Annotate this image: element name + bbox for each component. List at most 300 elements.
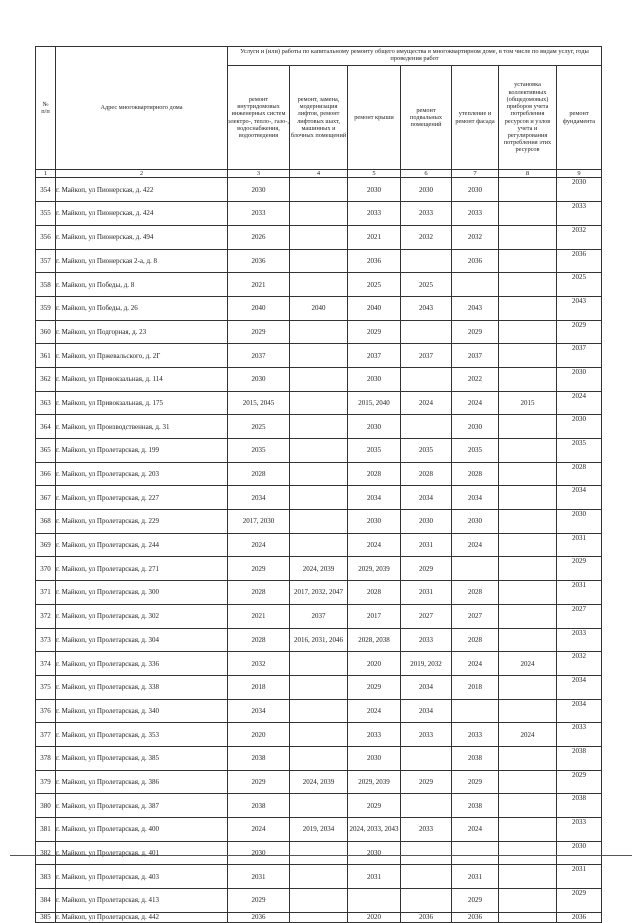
- year-cell-col8: [499, 746, 557, 770]
- year-cell-col6: [401, 841, 452, 865]
- year-cell-col6: 2027: [401, 604, 452, 628]
- year-cell-col9: 2034: [557, 675, 602, 699]
- year-cell-col7: [452, 273, 499, 297]
- year-cell-col4: 2019, 2034: [290, 818, 348, 842]
- year-cell-col3: 2029: [228, 770, 290, 794]
- year-cell-col7: 2038: [452, 746, 499, 770]
- address-cell: г. Майкоп, ул Пролетарская, д. 229: [56, 510, 228, 534]
- row-number-cell: 374: [36, 652, 56, 676]
- year-cell-col5: 2020: [348, 912, 401, 922]
- table-row: [36, 486, 602, 510]
- row-number-cell: 382: [36, 841, 56, 865]
- year-cell-col5: 2024: [348, 533, 401, 557]
- year-cell-col3: 2036: [228, 912, 290, 922]
- year-cell-col5: 2033: [348, 202, 401, 226]
- year-cell-col4: [290, 652, 348, 676]
- address-cell: г. Майкоп, ул Привокзальная, д. 175: [56, 391, 228, 415]
- year-cell-col4: [290, 225, 348, 249]
- year-cell-col4: [290, 391, 348, 415]
- year-cell-col8: [499, 296, 557, 320]
- year-cell-col6: 2030: [401, 510, 452, 534]
- address-cell: г. Майкоп, ул Привокзальная, д. 114: [56, 367, 228, 391]
- services-group-header: Услуги и (или) работы по капитальному ремонту общего имущества в многоквартирном доме, в том числе по видам услуг, годы проведения работ: [228, 47, 602, 66]
- year-cell-col7: 2030: [452, 178, 499, 202]
- column-header-6: ремонт подвальных помещений: [401, 66, 452, 170]
- year-cell-col9: 2036: [557, 249, 602, 273]
- year-cell-col8: [499, 604, 557, 628]
- table-row: [36, 699, 602, 723]
- row-number-cell: 354: [36, 178, 56, 202]
- year-cell-col3: 2035: [228, 439, 290, 463]
- year-cell-col7: 2024: [452, 533, 499, 557]
- column-number-cell: 1: [36, 170, 56, 178]
- year-cell-col7: 2027: [452, 604, 499, 628]
- address-cell: г. Майкоп, ул Производственная, д. 31: [56, 415, 228, 439]
- year-cell-col8: [499, 557, 557, 581]
- year-cell-col3: 2024: [228, 533, 290, 557]
- address-cell: г. Майкоп, ул Пролетарская, д. 302: [56, 604, 228, 628]
- year-cell-col5: 2017: [348, 604, 401, 628]
- address-cell: г. Майкоп, ул Пролетарская, д. 353: [56, 723, 228, 747]
- year-cell-col9: 2038: [557, 746, 602, 770]
- table-row: [36, 225, 602, 249]
- address-cell: г. Майкоп, ул Пролетарская, д. 336: [56, 652, 228, 676]
- year-cell-col3: 2032: [228, 652, 290, 676]
- row-number-header: № п/п: [36, 47, 56, 170]
- year-cell-col8: [499, 889, 557, 913]
- year-cell-col3: 2025: [228, 415, 290, 439]
- address-cell: г. Майкоп, ул Пролетарская, д. 400: [56, 818, 228, 842]
- year-cell-col6: [401, 889, 452, 913]
- year-cell-col7: 2018: [452, 675, 499, 699]
- year-cell-col7: 2033: [452, 723, 499, 747]
- year-cell-col8: [499, 415, 557, 439]
- year-cell-col8: [499, 865, 557, 889]
- row-number-cell: 366: [36, 462, 56, 486]
- year-cell-col5: 2029, 2039: [348, 770, 401, 794]
- year-cell-col4: [290, 202, 348, 226]
- year-cell-col3: 2017, 2030: [228, 510, 290, 534]
- table-row: [36, 533, 602, 557]
- address-cell: г. Майкоп, ул Пролетарская, д. 244: [56, 533, 228, 557]
- table-row: [36, 391, 602, 415]
- year-cell-col9: 2030: [557, 415, 602, 439]
- year-cell-col7: 2029: [452, 889, 499, 913]
- year-cell-col4: 2040: [290, 296, 348, 320]
- year-cell-col9: 2030: [557, 510, 602, 534]
- year-cell-col8: [499, 320, 557, 344]
- year-cell-col3: 2030: [228, 367, 290, 391]
- row-number-cell: 363: [36, 391, 56, 415]
- year-cell-col8: [499, 178, 557, 202]
- year-cell-col9: 2032: [557, 652, 602, 676]
- year-cell-col6: [401, 865, 452, 889]
- table-row: [36, 865, 602, 889]
- year-cell-col9: 2033: [557, 723, 602, 747]
- year-cell-col4: [290, 865, 348, 889]
- table-row: [36, 273, 602, 297]
- page-cut-line: [10, 855, 632, 856]
- year-cell-col7: 2043: [452, 296, 499, 320]
- year-cell-col8: 2024: [499, 652, 557, 676]
- row-number-cell: 377: [36, 723, 56, 747]
- table-row: [36, 296, 602, 320]
- column-header-9: ремонт фундамента: [557, 66, 602, 170]
- year-cell-col4: [290, 723, 348, 747]
- year-cell-col9: 2030: [557, 367, 602, 391]
- year-cell-col5: 2024: [348, 699, 401, 723]
- year-cell-col4: [290, 439, 348, 463]
- address-cell: г. Майкоп, ул Пролетарская, д. 387: [56, 794, 228, 818]
- year-cell-col7: 2029: [452, 320, 499, 344]
- year-cell-col6: [401, 415, 452, 439]
- year-cell-col7: 2028: [452, 462, 499, 486]
- year-cell-col6: 2037: [401, 344, 452, 368]
- year-cell-col3: 2033: [228, 202, 290, 226]
- table-header: [36, 47, 602, 178]
- year-cell-col3: 2021: [228, 604, 290, 628]
- table-row: [36, 652, 602, 676]
- year-cell-col7: [452, 557, 499, 581]
- address-cell: г. Майкоп, ул Пионерская, д. 422: [56, 178, 228, 202]
- year-cell-col5: 2036: [348, 249, 401, 273]
- year-cell-col5: 2037: [348, 344, 401, 368]
- year-cell-col7: 2024: [452, 818, 499, 842]
- year-cell-col3: 2030: [228, 841, 290, 865]
- year-cell-col4: [290, 178, 348, 202]
- year-cell-col6: 2033: [401, 628, 452, 652]
- row-number-cell: 373: [36, 628, 56, 652]
- year-cell-col8: [499, 439, 557, 463]
- year-cell-col4: [290, 699, 348, 723]
- row-number-cell: 357: [36, 249, 56, 273]
- year-cell-col6: 2029: [401, 557, 452, 581]
- year-cell-col9: 2029: [557, 320, 602, 344]
- address-cell: г. Майкоп, ул Пионерская, д. 494: [56, 225, 228, 249]
- year-cell-col4: [290, 249, 348, 273]
- year-cell-col6: 2036: [401, 912, 452, 922]
- address-cell: г. Майкоп, ул Победы, д. 26: [56, 296, 228, 320]
- year-cell-col4: [290, 415, 348, 439]
- table-row: [36, 320, 602, 344]
- row-number-cell: 355: [36, 202, 56, 226]
- address-cell: г. Майкоп, ул Пролетарская, д. 338: [56, 675, 228, 699]
- year-cell-col3: 2031: [228, 865, 290, 889]
- year-cell-col9: 2030: [557, 178, 602, 202]
- year-cell-col4: [290, 889, 348, 913]
- year-cell-col5: 2015, 2040: [348, 391, 401, 415]
- row-number-cell: 370: [36, 557, 56, 581]
- table-row: [36, 557, 602, 581]
- year-cell-col5: 2030: [348, 415, 401, 439]
- year-cell-col4: [290, 912, 348, 922]
- year-cell-col6: 2019, 2032: [401, 652, 452, 676]
- year-cell-col9: 2033: [557, 202, 602, 226]
- row-number-cell: 365: [36, 439, 56, 463]
- year-cell-col9: 2038: [557, 794, 602, 818]
- year-cell-col7: 2031: [452, 865, 499, 889]
- year-cell-col5: 2020: [348, 652, 401, 676]
- year-cell-col7: 2036: [452, 912, 499, 922]
- year-cell-col6: [401, 746, 452, 770]
- year-cell-col9: 2024: [557, 391, 602, 415]
- year-cell-col6: 2035: [401, 439, 452, 463]
- year-cell-col3: 2036: [228, 249, 290, 273]
- column-number-cell: 2: [56, 170, 228, 178]
- year-cell-col9: 2037: [557, 344, 602, 368]
- year-cell-col5: 2028, 2038: [348, 628, 401, 652]
- table-row: [36, 604, 602, 628]
- year-cell-col5: 2035: [348, 439, 401, 463]
- table-row: [36, 723, 602, 747]
- year-cell-col5: 2030: [348, 510, 401, 534]
- address-cell: г. Майкоп, ул Пролетарская, д. 304: [56, 628, 228, 652]
- year-cell-col6: 2043: [401, 296, 452, 320]
- year-cell-col8: [499, 628, 557, 652]
- year-cell-col6: 2034: [401, 675, 452, 699]
- year-cell-col4: 2016, 2031, 2046: [290, 628, 348, 652]
- year-cell-col6: [401, 320, 452, 344]
- year-cell-col9: 2029: [557, 557, 602, 581]
- year-cell-col5: 2028: [348, 581, 401, 605]
- year-cell-col8: [499, 912, 557, 922]
- year-cell-col6: 2034: [401, 699, 452, 723]
- year-cell-col6: 2031: [401, 533, 452, 557]
- table-row: [36, 178, 602, 202]
- column-header-7: утепление и ремонт фасада: [452, 66, 499, 170]
- row-number-cell: 381: [36, 818, 56, 842]
- year-cell-col7: 2033: [452, 202, 499, 226]
- year-cell-col3: 2020: [228, 723, 290, 747]
- row-number-cell: 380: [36, 794, 56, 818]
- year-cell-col7: [452, 699, 499, 723]
- year-cell-col5: 2028: [348, 462, 401, 486]
- year-cell-col3: 2029: [228, 889, 290, 913]
- year-cell-col3: 2034: [228, 699, 290, 723]
- row-number-cell: 360: [36, 320, 56, 344]
- table-row: [36, 889, 602, 913]
- year-cell-col9: 2029: [557, 770, 602, 794]
- address-cell: г. Майкоп, ул Пролетарская, д. 385: [56, 746, 228, 770]
- year-cell-col3: 2015, 2045: [228, 391, 290, 415]
- table-row: [36, 249, 602, 273]
- year-cell-col5: 2030: [348, 367, 401, 391]
- column-header-8: установка коллективных (общедомовых) приборов учета потребления ресурсов и узлов учета и регулирования потребления этих ресурсов: [499, 66, 557, 170]
- year-cell-col5: 2030: [348, 746, 401, 770]
- address-cell: г. Майкоп, ул Пролетарская, д. 413: [56, 889, 228, 913]
- column-number-cell: 4: [290, 170, 348, 178]
- row-number-cell: 371: [36, 581, 56, 605]
- address-header: Адрес многоквартирного дома: [56, 47, 228, 170]
- year-cell-col5: 2029: [348, 675, 401, 699]
- year-cell-col5: [348, 889, 401, 913]
- address-cell: г. Майкоп, ул Подгорная, д. 23: [56, 320, 228, 344]
- row-number-cell: 358: [36, 273, 56, 297]
- year-cell-col8: [499, 841, 557, 865]
- year-cell-col4: [290, 344, 348, 368]
- year-cell-col6: [401, 249, 452, 273]
- table-row: [36, 841, 602, 865]
- table-body: [36, 178, 602, 922]
- capital-repair-schedule-table: [35, 46, 602, 923]
- year-cell-col3: 2026: [228, 225, 290, 249]
- year-cell-col7: 2032: [452, 225, 499, 249]
- year-cell-col6: 2033: [401, 818, 452, 842]
- address-cell: г. Майкоп, ул Пролетарская, д. 199: [56, 439, 228, 463]
- year-cell-col9: 2027: [557, 604, 602, 628]
- row-number-cell: 383: [36, 865, 56, 889]
- year-cell-col5: 2029, 2039: [348, 557, 401, 581]
- year-cell-col5: 2034: [348, 486, 401, 510]
- year-cell-col7: [452, 841, 499, 865]
- year-cell-col9: 2029: [557, 889, 602, 913]
- address-cell: г. Майкоп, ул Пролетарская, д. 300: [56, 581, 228, 605]
- year-cell-col7: 2030: [452, 510, 499, 534]
- year-cell-col9: 2032: [557, 225, 602, 249]
- year-cell-col3: 2018: [228, 675, 290, 699]
- year-cell-col3: 2024: [228, 818, 290, 842]
- column-number-cell: 7: [452, 170, 499, 178]
- year-cell-col6: 2025: [401, 273, 452, 297]
- row-number-cell: 378: [36, 746, 56, 770]
- year-cell-col9: 2030: [557, 841, 602, 865]
- year-cell-col8: [499, 202, 557, 226]
- row-number-cell: 359: [36, 296, 56, 320]
- year-cell-col8: [499, 344, 557, 368]
- table-row: [36, 770, 602, 794]
- year-cell-col7: 2028: [452, 628, 499, 652]
- year-cell-col5: 2031: [348, 865, 401, 889]
- year-cell-col7: 2024: [452, 391, 499, 415]
- year-cell-col6: 2031: [401, 581, 452, 605]
- year-cell-col4: [290, 462, 348, 486]
- year-cell-col9: 2031: [557, 533, 602, 557]
- row-number-cell: 385: [36, 912, 56, 922]
- column-number-cell: 8: [499, 170, 557, 178]
- row-number-cell: 379: [36, 770, 56, 794]
- address-cell: г. Майкоп, ул Пролетарская, д. 227: [56, 486, 228, 510]
- address-cell: г. Майкоп, ул Пролетарская, д. 403: [56, 865, 228, 889]
- row-number-cell: 369: [36, 533, 56, 557]
- year-cell-col3: 2040: [228, 296, 290, 320]
- table-row: [36, 912, 602, 922]
- year-cell-col8: [499, 675, 557, 699]
- year-cell-col6: [401, 794, 452, 818]
- year-cell-col3: 2034: [228, 486, 290, 510]
- year-cell-col3: 2037: [228, 344, 290, 368]
- year-cell-col9: 2036: [557, 912, 602, 922]
- address-cell: г. Майкоп, ул Пролетарская, д. 271: [56, 557, 228, 581]
- year-cell-col7: 2035: [452, 439, 499, 463]
- table-row: [36, 510, 602, 534]
- year-cell-col8: [499, 533, 557, 557]
- row-number-cell: 375: [36, 675, 56, 699]
- table-row: [36, 344, 602, 368]
- year-cell-col9: 2025: [557, 273, 602, 297]
- year-cell-col4: 2017, 2032, 2047: [290, 581, 348, 605]
- year-cell-col4: 2024, 2039: [290, 770, 348, 794]
- table-row: [36, 367, 602, 391]
- year-cell-col6: 2032: [401, 225, 452, 249]
- row-number-cell: 356: [36, 225, 56, 249]
- year-cell-col9: 2043: [557, 296, 602, 320]
- year-cell-col8: [499, 581, 557, 605]
- year-cell-col3: 2028: [228, 581, 290, 605]
- row-number-cell: 384: [36, 889, 56, 913]
- column-number-cell: 5: [348, 170, 401, 178]
- column-number-cell: 6: [401, 170, 452, 178]
- table-row: [36, 628, 602, 652]
- year-cell-col7: 2024: [452, 652, 499, 676]
- table-row: [36, 202, 602, 226]
- column-header-3: ремонт внутридомовых инженерных систем электро-, тепло-, газо-, водоснабжения, водоотведения: [228, 66, 290, 170]
- column-number-row: [36, 170, 602, 178]
- year-cell-col7: 2037: [452, 344, 499, 368]
- year-cell-col5: 2025: [348, 273, 401, 297]
- year-cell-col3: 2030: [228, 178, 290, 202]
- address-cell: г. Майкоп, ул Пролетарская, д. 386: [56, 770, 228, 794]
- table-row: [36, 439, 602, 463]
- address-cell: г. Майкоп, ул Пролетарская, д. 401: [56, 841, 228, 865]
- year-cell-col7: 2036: [452, 249, 499, 273]
- year-cell-col5: 2021: [348, 225, 401, 249]
- row-number-cell: 362: [36, 367, 56, 391]
- year-cell-col6: 2033: [401, 202, 452, 226]
- year-cell-col6: 2029: [401, 770, 452, 794]
- table-row: [36, 675, 602, 699]
- year-cell-col4: [290, 320, 348, 344]
- table-row: [36, 794, 602, 818]
- year-cell-col4: [290, 273, 348, 297]
- year-cell-col4: [290, 841, 348, 865]
- table-row: [36, 818, 602, 842]
- year-cell-col8: [499, 699, 557, 723]
- year-cell-col3: 2038: [228, 746, 290, 770]
- row-number-cell: 361: [36, 344, 56, 368]
- year-cell-col8: [499, 818, 557, 842]
- column-header-5: ремонт крыши: [348, 66, 401, 170]
- column-header-4: ремонт, замена, модернизация лифтов, ремонт лифтовых шахт, машинных и блочных помещений: [290, 66, 348, 170]
- year-cell-col4: 2024, 2039: [290, 557, 348, 581]
- table-row: [36, 415, 602, 439]
- year-cell-col9: 2034: [557, 699, 602, 723]
- year-cell-col9: 2033: [557, 818, 602, 842]
- year-cell-col8: [499, 225, 557, 249]
- year-cell-col9: 2033: [557, 628, 602, 652]
- year-cell-col3: 2038: [228, 794, 290, 818]
- year-cell-col3: 2028: [228, 628, 290, 652]
- year-cell-col9: 2031: [557, 581, 602, 605]
- table-row: [36, 581, 602, 605]
- year-cell-col3: 2029: [228, 320, 290, 344]
- address-cell: г. Майкоп, ул Победы, д. 8: [56, 273, 228, 297]
- address-cell: г. Майкоп, ул Пионерская, д. 424: [56, 202, 228, 226]
- year-cell-col9: 2031: [557, 865, 602, 889]
- year-cell-col7: 2029: [452, 770, 499, 794]
- year-cell-col4: [290, 486, 348, 510]
- year-cell-col6: 2033: [401, 723, 452, 747]
- year-cell-col7: 2022: [452, 367, 499, 391]
- year-cell-col5: 2024, 2033, 2043: [348, 818, 401, 842]
- year-cell-col5: 2040: [348, 296, 401, 320]
- row-number-cell: 367: [36, 486, 56, 510]
- row-number-cell: 372: [36, 604, 56, 628]
- year-cell-col8: 2015: [499, 391, 557, 415]
- year-cell-col7: 2028: [452, 581, 499, 605]
- year-cell-col5: 2029: [348, 320, 401, 344]
- year-cell-col8: [499, 367, 557, 391]
- row-number-cell: 376: [36, 699, 56, 723]
